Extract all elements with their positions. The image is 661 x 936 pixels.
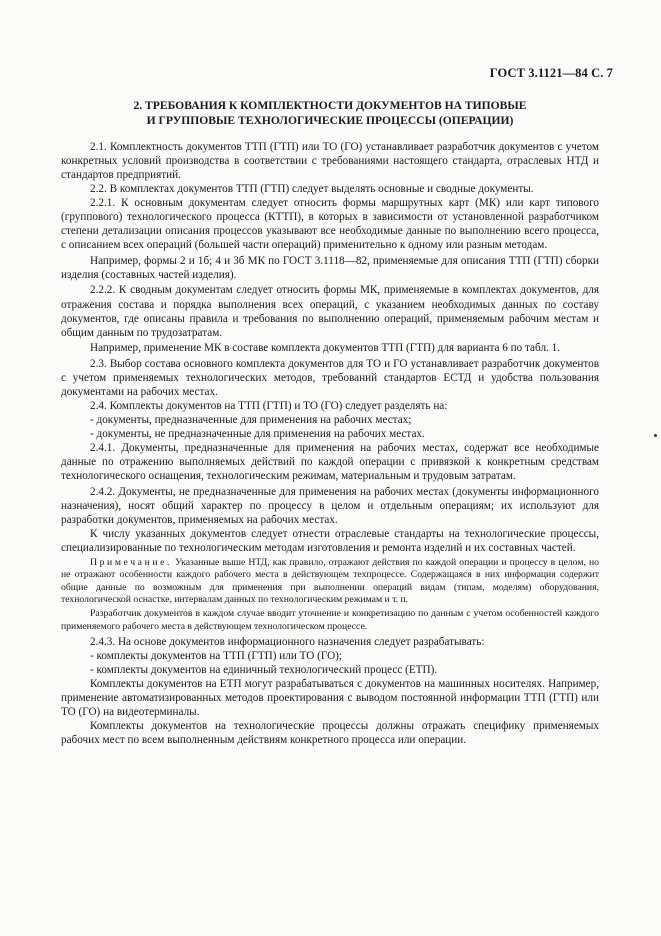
scan-dot-mark xyxy=(654,434,657,437)
section-title-line-1: 2. ТРЕБОВАНИЯ К КОМПЛЕКТНОСТИ ДОКУМЕНТОВ НА ТИПОВЫЕ xyxy=(133,99,527,112)
paragraph-2-2-2: 2.2.2. К сводным документам следует относить формы МК, применяемые в комплектах документов, для отражения состава и порядка выполнения всех операций, с указанием необходимых данных по составу документов, где описаны правила и требования по выполнению операций, применяемым рабочим местам и общим данным по трудозатратам. xyxy=(61,284,599,339)
paragraph-2-4-1: 2.4.1. Документы, предназначенные для применения на рабочих местах, содержат все необходимые данные по отражению выполняемых действий по каждой операции с привязкой к конкретным средствам технологического оснащения, технологическим режимам, материальным и трудовым затратам. xyxy=(61,441,599,483)
page-header-reference: ГОСТ 3.1121—84 С. 7 xyxy=(489,66,613,80)
note-label: Примечание. xyxy=(90,556,173,568)
paragraph-2-4: 2.4. Комплекты документов на ТТП (ГТП) и ТО (ГО) следует разделять на: xyxy=(90,399,448,412)
note-text-2: Разработчик документов в каждом случае вводит уточнение и конкретизацию по данным с учетом особенностей каждого применяемого рабочего места в действующем технологическом процессе. xyxy=(61,608,599,632)
paragraph-example-2: Например, применение МК в составе комплекта документов ТТП (ГТП) для варианта 6 по табл. 1. xyxy=(90,342,561,355)
section-title-line-2: И ГРУППОВЫЕ ТЕХНОЛОГИЧЕСКИЕ ПРОЦЕССЫ (ОПЕРАЦИИ) xyxy=(146,114,514,127)
paragraph-2-4-3: 2.4.3. На основе документов информационного назначения следует разрабатывать: xyxy=(90,635,485,648)
paragraph-final: Комплекты документов на технологические процессы должны отражать специфику применяемых рабочих мест по всем выполненным действиям конкретного процесса или операции. xyxy=(61,720,599,747)
paragraph-etp: Комплекты документов на ЕТП могут разрабатываться с документов на машинных носителях. Например, применение автоматизированных методов проектирования с выводом постоянной информации ТТП (ГТП) или ТО (ГО) на видеотерминалы. xyxy=(61,677,599,719)
paragraph-example-1: Например, формы 2 и 1б; 4 и 3б МК по ГОСТ 3.1118—82, применяемые для описания ТТП (ГТП) сборки изделия (составных частей изделия). xyxy=(61,254,599,281)
list-item-dash-4: - комплекты документов на единичный технологический процесс (ЕТП). xyxy=(90,663,438,676)
note-text: Указанные выше НТД, как правило, отражают действия по каждой операции и процессу в целом, но не отражают особенности каждого рабочего места в действующем техпроцессе. Содержащаяся в них информация содержит общие данные по возможным для применения при выполнении операций видам (типам, моделям) оборудования, технологической оснастке, интервалам данных по технологическим режимам и т. п. xyxy=(61,556,599,606)
note-block xyxy=(61,557,599,607)
paragraph-2-1: 2.1. Комплектность документов ТТП (ГТП) или ТО (ГО) устанавливает разработчик документов с учетом конкретных условий производства в соответствии с требованиями настоящего стандарта, отраслевых НТД и стандартов предприятий. xyxy=(61,141,599,182)
body-text xyxy=(61,140,599,747)
paragraph-2-4-2: 2.4.2. Документы, не предназначенные для применения на рабочих местах (документы информационного назначения), носят общий характер по процессу в целом и отдельным операциям; их используют для разработки документов, применяемых на рабочих местах. xyxy=(61,485,599,526)
paragraph-2-2: 2.2. В комплектах документов ТТП (ГТП) следует выделять основные и сводные документы. xyxy=(90,183,534,196)
list-item-dash-2: - документы, не предназначенные для применения на рабочих местах. xyxy=(90,427,425,440)
paragraph-2-2-1: 2.2.1. К основным документам следует относить формы маршрутных карт (МК) или карт типового (группового) технологического процесса (КТТП), в которых в зависимости от установленной разработчиком степени детализации описания процессов указывают все необходимые данные по выполнению всего процесса, с описанием всех операций (большей части операций) применительно к одному или разным методам. xyxy=(61,197,599,252)
paragraph-2-3: 2.3. Выбор состава основного комплекта документов для ТО и ГО устанавливает разработчик документов с учетом применяемых технологических методов, требований стандартов ЕСТД и удобства пользования документами на рабочих местах. xyxy=(61,357,599,398)
list-item-dash-3: - комплекты документов на ТТП (ГТП) или ТО (ГО); xyxy=(90,649,342,662)
paragraph-to-these: К числу указанных документов следует отнести отраслевые стандарты на технологические процессы, специализированные по технологическим методам изготовления и ремонта изделий и их составных частей. xyxy=(61,527,599,554)
section-title xyxy=(60,98,600,128)
list-item-dash-1: - документы, предназначенные для применения на рабочих местах; xyxy=(90,413,412,426)
